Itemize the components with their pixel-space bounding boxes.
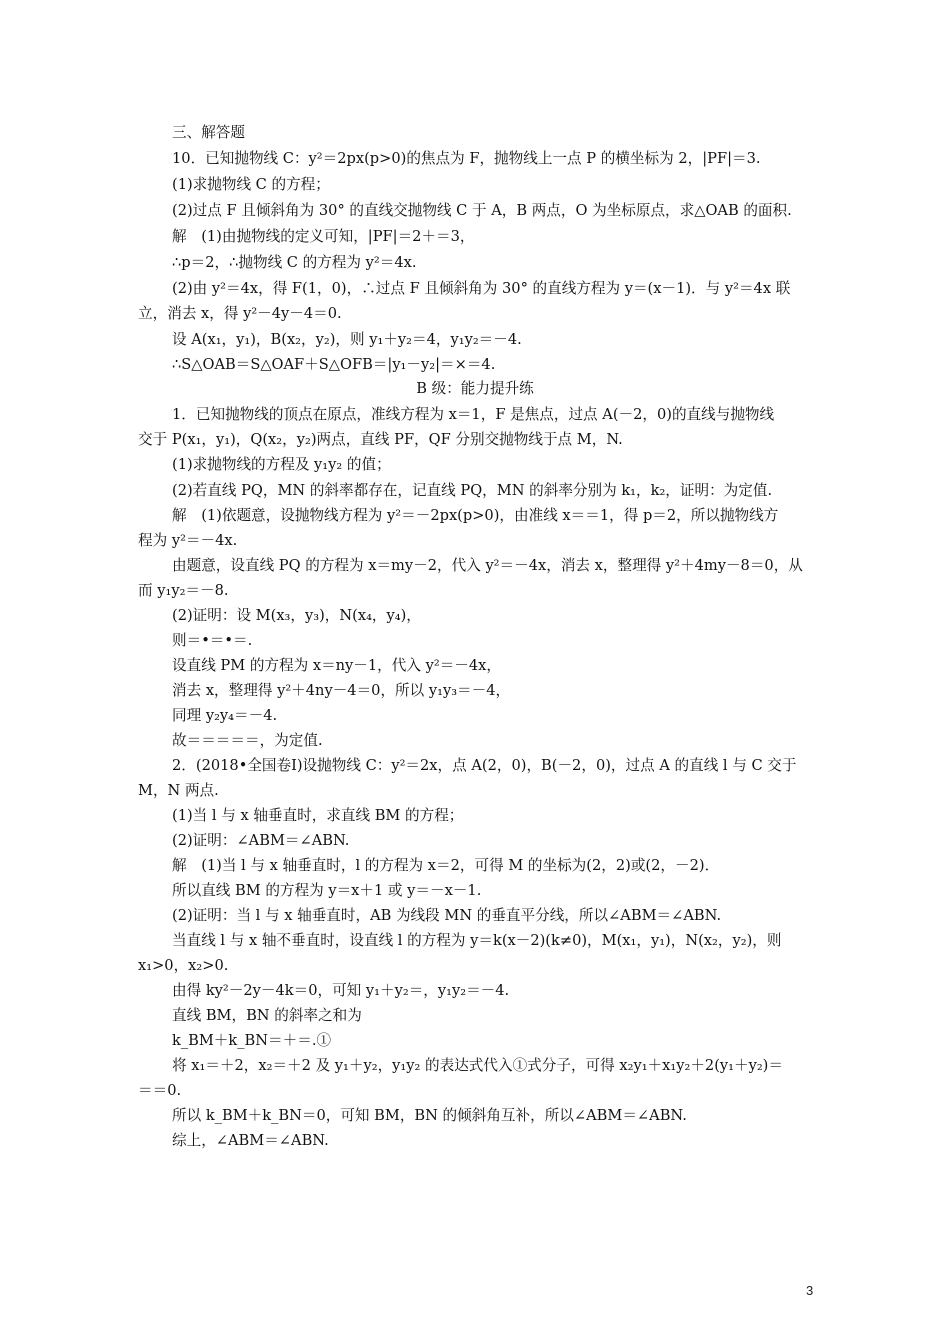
solution-line: 所以 k_BM＋k_BN＝0，可知 BM，BN 的倾斜角互补，所以∠ABM＝∠ABN. [172,1107,687,1124]
problem-1-part-1: (1)求抛物线的方程及 y₁y₂ 的值； [172,456,391,473]
section-heading: 三、解答题 [172,124,245,141]
solution-line: ∴S△OAB＝S△OAF＋S△OFB＝|y₁－y₂|＝×＝4. [172,356,496,373]
problem-1-statement: 1．已知抛物线的顶点在原点，准线方程为 x＝1，F 是焦点，过点 A(－2，0)的直线与抛物线 [172,406,775,423]
problem-2-part-1: (1)当 l 与 x 轴垂直时，求直线 BM 的方程； [172,807,464,824]
problem-2-statement: 2．(2018•全国卷Ⅰ)设抛物线 C：y²＝2x，点 A(2，0)，B(－2，0)，过点 A 的直线 l 与 C 交于 [172,757,797,774]
solution-line: x₁>0，x₂>0. [138,957,229,974]
solution-line: k_BM＋k_BN＝＋＝.① [172,1032,332,1049]
problem-2-statement-cont: M，N 两点. [138,782,219,799]
problem-1-statement-cont: 交于 P(x₁，y₁)，Q(x₂，y₂)两点，直线 PF，QF 分别交抛物线于点 M，N. [138,431,623,448]
solution-conclusion: 综上，∠ABM＝∠ABN. [172,1132,329,1149]
solution-line: 将 x₁＝＋2，x₂＝＋2 及 y₁＋y₂，y₁y₂ 的表达式代入①式分子，可得 x₂y₁＋x₁y₂＋2(y₁＋y₂)＝ [172,1057,783,1074]
problem-2-part-2: (2)证明：∠ABM＝∠ABN. [172,832,350,849]
level-b-heading: B 级：能力提升练 [416,380,534,397]
solution-line: 设直线 PM 的方程为 x＝ny－1，代入 y²＝－4x， [172,657,501,674]
problem-10-part-2: (2)过点 F 且倾斜角为 30° 的直线交抛物线 C 于 A，B 两点，O 为坐标原点，求△OAB 的面积. [172,202,792,219]
solution-line: 设 A(x₁，y₁)，B(x₂，y₂)，则 y₁＋y₂＝4，y₁y₂＝－4. [172,331,522,348]
solution-line: (2)由 y²＝4x，得 F(1，0)，∴过点 F 且倾斜角为 30° 的直线方程为 y＝(x－1)．与 y²＝4x 联 [172,280,791,297]
solution-line: ∴p＝2，∴抛物线 C 的方程为 y²＝4x. [172,254,417,271]
solution-line: 解 (1)由抛物线的定义可知，|PF|＝2＋＝3， [172,228,475,245]
solution-line: 程为 y²＝－4x. [138,532,238,549]
solution-line: 立，消去 x，得 y²－4y－4＝0. [138,305,342,322]
solution-line: (2)证明：当 l 与 x 轴垂直时，AB 为线段 MN 的垂直平分线，所以∠ABM＝∠ABN. [172,907,722,924]
solution-line: 当直线 l 与 x 轴不垂直时，设直线 l 的方程为 y＝k(x－2)(k≠0)，M(x₁，y₁)，N(x₂，y₂)，则 [172,932,782,949]
solution-line: 所以直线 BM 的方程为 y＝x＋1 或 y＝－x－1. [172,882,482,899]
solution-line: 消去 x，整理得 y²＋4ny－4＝0，所以 y₁y₃＝－4， [172,682,511,699]
problem-10-statement: 10．已知抛物线 C：y²＝2px(p>0)的焦点为 F，抛物线上一点 P 的横坐标为 2，|PF|＝3. [172,150,761,167]
solution-line: (2)证明：设 M(x₃，y₃)，N(x₄，y₄)， [172,607,421,624]
solution-line: 则＝•＝•＝. [172,632,253,649]
solution-line: 解 (1)当 l 与 x 轴垂直时，l 的方程为 x＝2，可得 M 的坐标为(2，2)或(2，－2)． [172,857,720,874]
solution-line: 解 (1)依题意，设抛物线方程为 y²＝－2px(p>0)，由准线 x＝＝1，得 p＝2，所以抛物线方 [172,507,779,524]
solution-line: ＝＝0. [138,1082,182,1099]
problem-10-part-1: (1)求抛物线 C 的方程； [172,176,330,193]
solution-line: 同理 y₂y₄＝－4. [172,707,278,724]
page-number: 3 [806,1283,814,1298]
problem-1-part-2: (2)若直线 PQ，MN 的斜率都存在，记直线 PQ，MN 的斜率分别为 k₁，k₂，证明：为定值. [172,482,773,499]
solution-line: 由得 ky²－2y－4k＝0，可知 y₁＋y₂＝，y₁y₂＝－4. [172,982,510,999]
solution-line: 而 y₁y₂＝－8. [138,582,229,599]
solution-line: 由题意，设直线 PQ 的方程为 x＝my－2，代入 y²＝－4x，消去 x，整理得 y²＋4my－8＝0，从 [172,557,803,574]
solution-line: 直线 BM，BN 的斜率之和为 [172,1007,362,1024]
solution-line: 故＝＝＝＝＝，为定值. [172,732,323,749]
